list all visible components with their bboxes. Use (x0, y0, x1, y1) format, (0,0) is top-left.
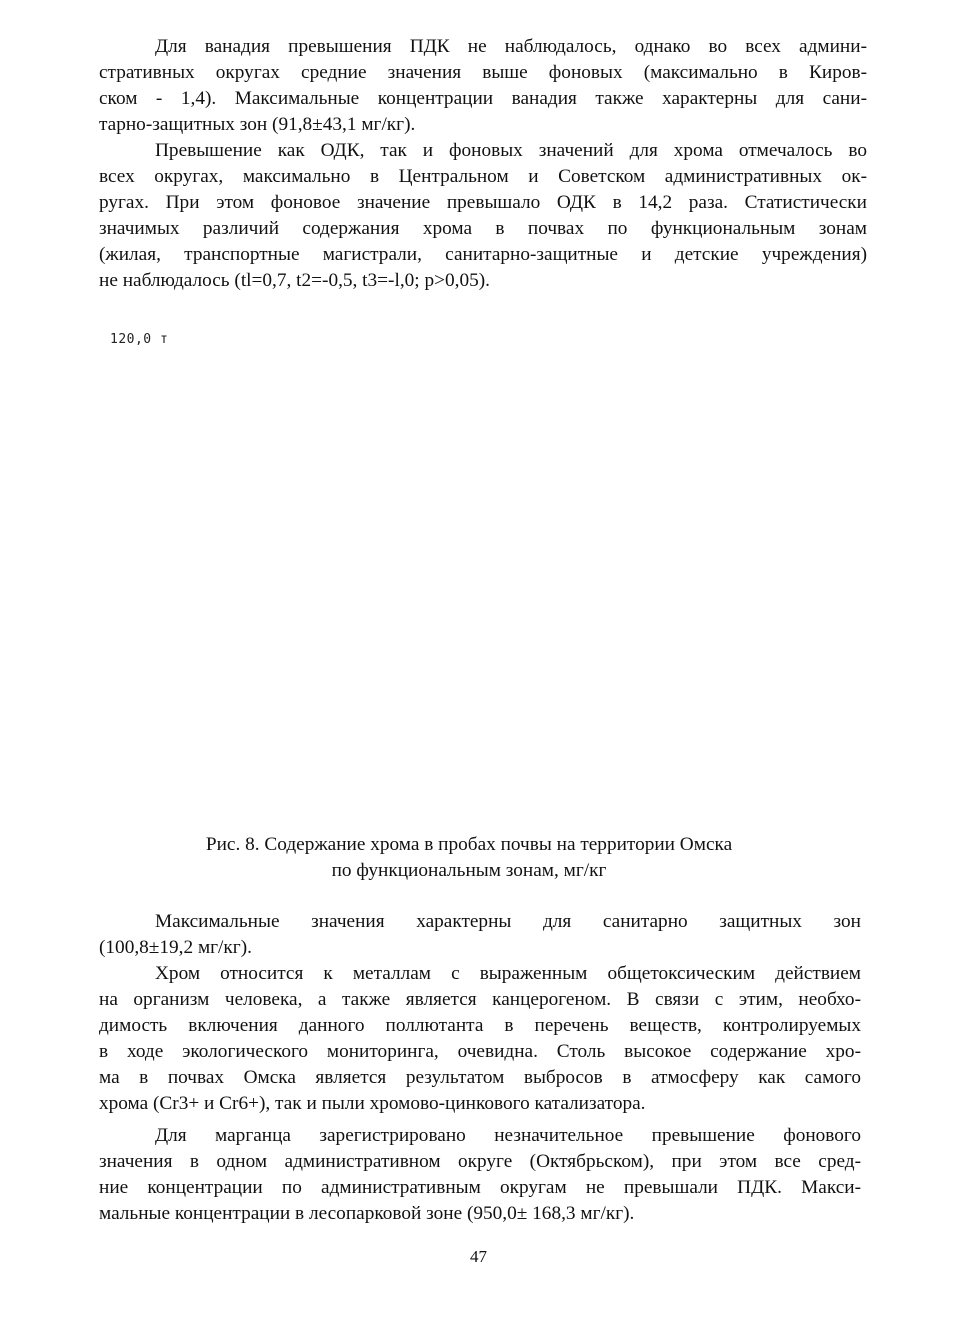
text-line: не наблюдалось (tl=0,7, t2=-0,5, t3=-l,0; p>0,05). (99, 270, 490, 291)
paragraph-max-values (99, 909, 861, 961)
caption-line-2: по функциональным зонам, мг/кг (331, 860, 607, 881)
text-line: ние концентрации по административным округам не превышали ПДК. Макси- (99, 1177, 861, 1198)
paragraph-manganese (99, 1123, 861, 1227)
text-line: мальные концентрации в лесопарковой зоне (950,0± 168,3 мг/кг). (99, 1203, 635, 1224)
text-line: ском - 1,4). Максимальные концентрации ванадия также характерны для сани- (99, 88, 867, 109)
caption-line-1: Рис. 8. Содержание хрома в пробах почвы на территории Омска (205, 834, 733, 855)
text-line: Превышение как ОДК, так и фоновых значений для хрома отмечалось во (155, 140, 867, 161)
text-line: ругах. При этом фоновое значение превышало ОДК в 14,2 раза. Статистически (99, 192, 867, 213)
paragraph-chromium-toxicity (99, 961, 861, 1117)
y-tick-value: 120,0 (110, 332, 152, 347)
text-line: Для марганца зарегистрировано незначительное превышение фонового (155, 1125, 861, 1146)
text-line: на организм человека, а также является канцерогеном. В связи с этим, необхо- (99, 989, 861, 1010)
text-line: (100,8±19,2 мг/кг). (99, 937, 252, 958)
text-line: значимых различий содержания хрома в почвах по функциональным зонам (99, 218, 867, 239)
text-line: стративных округах средние значения выше фоновых (максимально в Киров- (99, 62, 867, 83)
text-line: в ходе экологического мониторинга, очевидна. Столь высокое содержание хро- (99, 1041, 861, 1062)
text-line: Максимальные значения характерны для санитарно защитных зон (155, 911, 861, 932)
text-line: димость включения данного поллютанта в перечень веществ, контролируемых (99, 1015, 861, 1036)
text-line: хрома (Cr3+ и Cr6+), так и пыли хромово-цинкового катализатора. (99, 1093, 646, 1114)
text-line: Хром относится к металлам с выраженным общетоксическим действием (155, 963, 861, 984)
text-line: ма в почвах Омска является результатом выбросов в атмосферу как самого (99, 1067, 861, 1088)
text-line: значения в одном административном округе (Октябрьском), при этом все сред- (99, 1151, 861, 1172)
page-number: 47 (470, 1247, 487, 1266)
axis-tick-mark: т (159, 332, 169, 347)
figure-caption (99, 832, 839, 884)
text-line: всех округах, максимально в Центральном и Советском административных ок- (99, 166, 867, 187)
chart-y-tick-label (110, 332, 168, 347)
text-line: тарно-защитных зон (91,8±43,1 мг/кг). (99, 114, 416, 135)
text-line: Для ванадия превышения ПДК не наблюдалось, однако во всех админи- (155, 36, 867, 57)
paragraph-vanadium (99, 34, 867, 138)
paragraph-chromium (99, 138, 867, 294)
text-line: (жилая, транспортные магистрали, санитарно-защитные и детские учреждения) (99, 244, 867, 265)
